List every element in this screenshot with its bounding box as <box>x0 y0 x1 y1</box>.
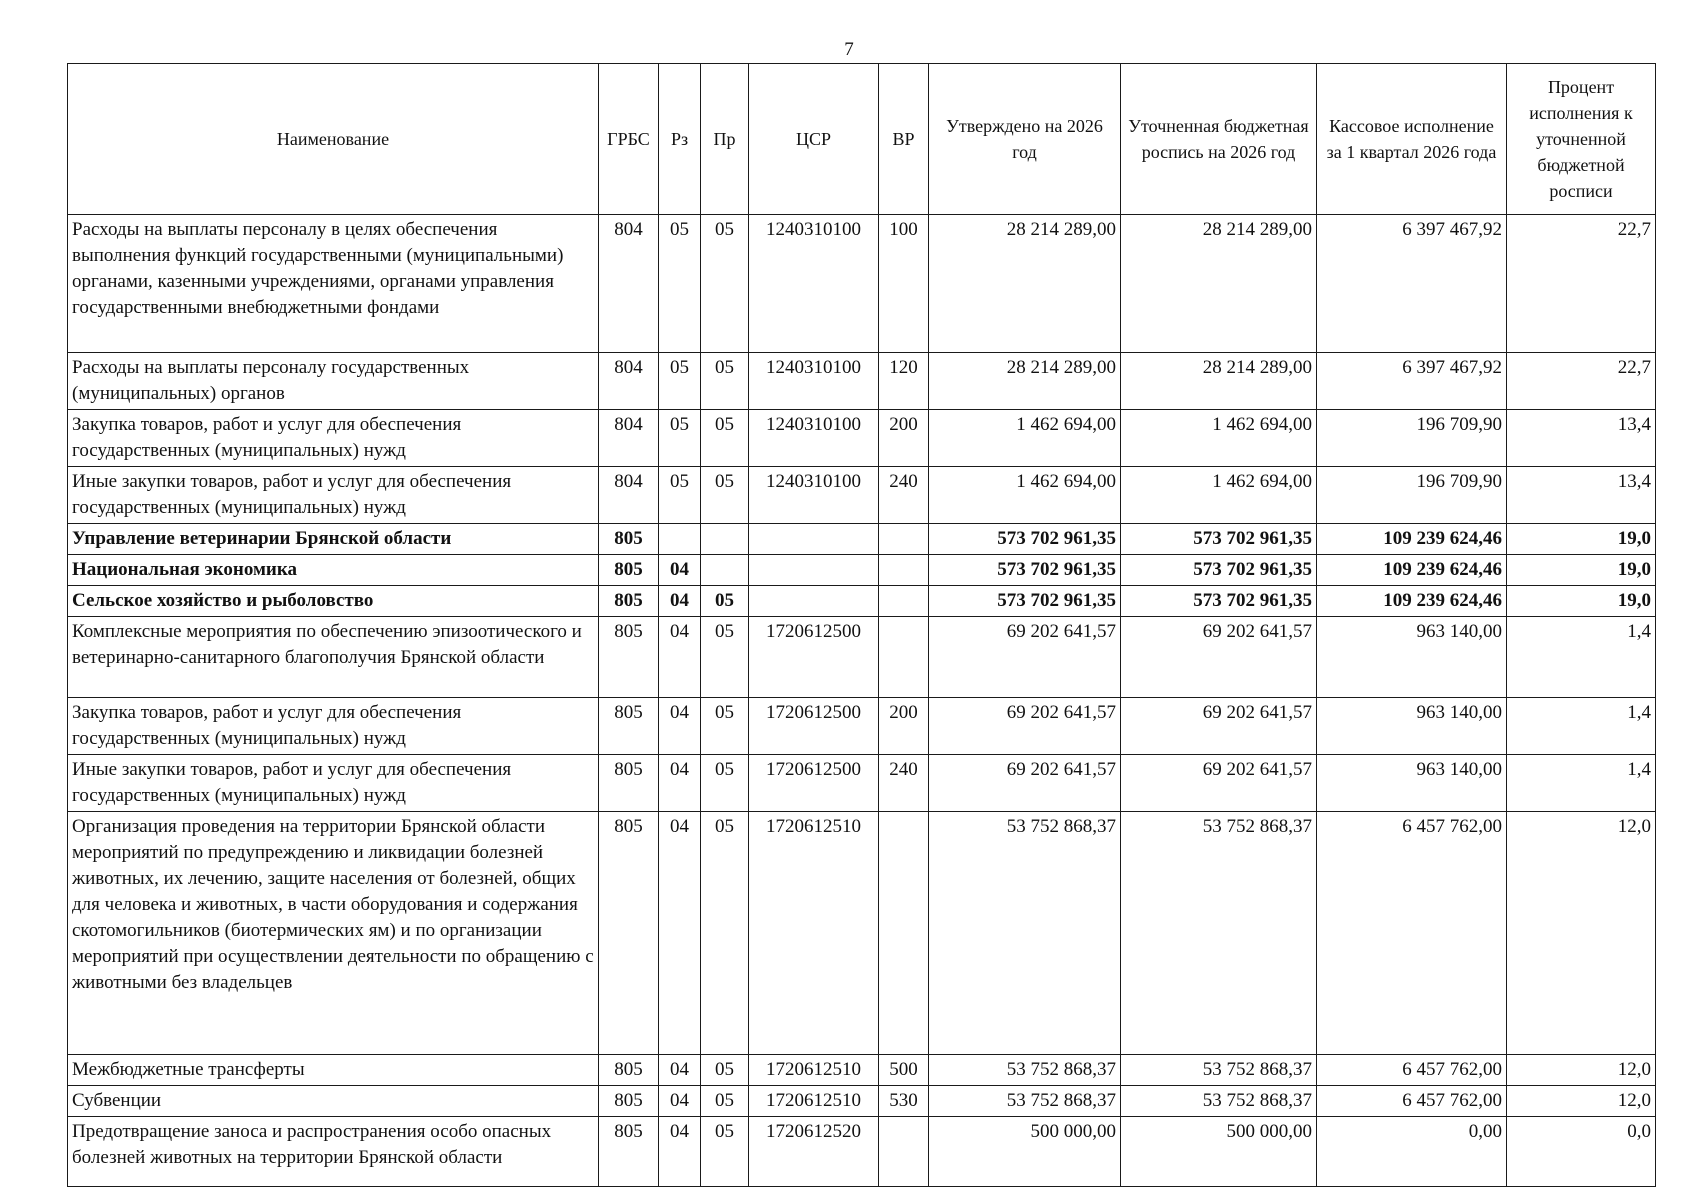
cell-percent: 19,0 <box>1507 524 1656 555</box>
cell-pr: 05 <box>701 812 749 1055</box>
cell-name: Сельское хозяйство и рыболовство <box>68 586 599 617</box>
table-row <box>68 1117 1656 1187</box>
header-approved: Утверждено на 2026 год <box>929 64 1121 215</box>
cell-grbs: 804 <box>599 353 659 410</box>
cell-refined: 53 752 868,37 <box>1121 1055 1317 1086</box>
cell-percent: 12,0 <box>1507 1086 1656 1117</box>
cell-approved: 573 702 961,35 <box>929 555 1121 586</box>
cell-approved: 69 202 641,57 <box>929 617 1121 698</box>
cell-name: Организация проведения на территории Брянской области мероприятий по предупреждению и ликвидации болезней животных, их лечению, защите населения от болезней, общих для человека и животных, в части оборудования и содержания скотомогильников (биотермических ям) и по организации мероприятий при осуществлении деятельности по обращению с животными без владельцев <box>68 812 599 1055</box>
cell-cash: 963 140,00 <box>1317 698 1507 755</box>
header-name: Наименование <box>68 64 599 215</box>
cell-grbs: 805 <box>599 1086 659 1117</box>
cell-refined: 53 752 868,37 <box>1121 1086 1317 1117</box>
cell-rz: 04 <box>659 617 701 698</box>
cell-vr: 200 <box>879 698 929 755</box>
cell-approved: 28 214 289,00 <box>929 353 1121 410</box>
cell-csr: 1720612500 <box>749 698 879 755</box>
cell-pr: 05 <box>701 467 749 524</box>
cell-refined: 500 000,00 <box>1121 1117 1317 1187</box>
cell-csr: 1720612500 <box>749 617 879 698</box>
cell-pr <box>701 524 749 555</box>
table-row <box>68 410 1656 467</box>
cell-name: Субвенции <box>68 1086 599 1117</box>
table-row <box>68 617 1656 698</box>
cell-csr: 1720612510 <box>749 1086 879 1117</box>
cell-approved: 1 462 694,00 <box>929 410 1121 467</box>
cell-percent: 1,4 <box>1507 755 1656 812</box>
cell-name: Предотвращение заноса и распространения особо опасных болезней животных на территории Брянской области <box>68 1117 599 1187</box>
cell-rz: 04 <box>659 1117 701 1187</box>
cell-cash: 0,00 <box>1317 1117 1507 1187</box>
cell-refined: 573 702 961,35 <box>1121 524 1317 555</box>
cell-approved: 500 000,00 <box>929 1117 1121 1187</box>
page-number: 7 <box>844 39 854 60</box>
cell-grbs: 805 <box>599 586 659 617</box>
cell-percent: 12,0 <box>1507 812 1656 1055</box>
cell-name: Закупка товаров, работ и услуг для обеспечения государственных (муниципальных) нужд <box>68 698 599 755</box>
header-cash: Кассовое исполнение за 1 квартал 2026 года <box>1317 64 1507 215</box>
cell-percent: 1,4 <box>1507 698 1656 755</box>
cell-rz: 04 <box>659 812 701 1055</box>
cell-rz: 04 <box>659 698 701 755</box>
cell-csr: 1240310100 <box>749 467 879 524</box>
cell-refined: 69 202 641,57 <box>1121 755 1317 812</box>
cell-pr: 05 <box>701 586 749 617</box>
cell-percent: 12,0 <box>1507 1055 1656 1086</box>
cell-percent: 19,0 <box>1507 555 1656 586</box>
cell-vr <box>879 524 929 555</box>
cell-grbs: 805 <box>599 617 659 698</box>
cell-cash: 963 140,00 <box>1317 755 1507 812</box>
cell-rz: 05 <box>659 410 701 467</box>
table-row <box>68 524 1656 555</box>
cell-vr: 100 <box>879 215 929 353</box>
table-header-row <box>68 64 1656 215</box>
table-row <box>68 812 1656 1055</box>
table-row <box>68 586 1656 617</box>
cell-cash: 6 457 762,00 <box>1317 812 1507 1055</box>
table-row <box>68 755 1656 812</box>
cell-csr <box>749 555 879 586</box>
cell-cash: 196 709,90 <box>1317 467 1507 524</box>
cell-cash: 6 397 467,92 <box>1317 215 1507 353</box>
cell-vr: 240 <box>879 755 929 812</box>
header-csr: ЦСР <box>749 64 879 215</box>
cell-vr <box>879 617 929 698</box>
cell-csr: 1720612510 <box>749 1055 879 1086</box>
cell-percent: 1,4 <box>1507 617 1656 698</box>
cell-refined: 1 462 694,00 <box>1121 467 1317 524</box>
cell-percent: 22,7 <box>1507 353 1656 410</box>
cell-cash: 109 239 624,46 <box>1317 555 1507 586</box>
cell-approved: 69 202 641,57 <box>929 755 1121 812</box>
cell-approved: 573 702 961,35 <box>929 524 1121 555</box>
table-row <box>68 555 1656 586</box>
cell-csr: 1240310100 <box>749 353 879 410</box>
cell-vr <box>879 812 929 1055</box>
cell-cash: 6 457 762,00 <box>1317 1055 1507 1086</box>
cell-approved: 1 462 694,00 <box>929 467 1121 524</box>
cell-csr: 1720612510 <box>749 812 879 1055</box>
budget-table <box>67 63 1656 1187</box>
header-grbs: ГРБС <box>599 64 659 215</box>
cell-csr <box>749 524 879 555</box>
table-row <box>68 1086 1656 1117</box>
cell-rz: 05 <box>659 467 701 524</box>
cell-pr: 05 <box>701 617 749 698</box>
cell-grbs: 805 <box>599 698 659 755</box>
cell-name: Комплексные мероприятия по обеспечению эпизоотического и ветеринарно-санитарного благополучия Брянской области <box>68 617 599 698</box>
cell-rz: 04 <box>659 555 701 586</box>
cell-name: Управление ветеринарии Брянской области <box>68 524 599 555</box>
cell-percent: 13,4 <box>1507 410 1656 467</box>
cell-refined: 69 202 641,57 <box>1121 617 1317 698</box>
cell-csr <box>749 586 879 617</box>
cell-vr: 500 <box>879 1055 929 1086</box>
cell-percent: 19,0 <box>1507 586 1656 617</box>
cell-name: Национальная экономика <box>68 555 599 586</box>
cell-rz: 04 <box>659 755 701 812</box>
cell-percent: 0,0 <box>1507 1117 1656 1187</box>
cell-vr <box>879 586 929 617</box>
cell-name: Расходы на выплаты персоналу государственных (муниципальных) органов <box>68 353 599 410</box>
header-pr: Пр <box>701 64 749 215</box>
cell-grbs: 805 <box>599 524 659 555</box>
cell-approved: 573 702 961,35 <box>929 586 1121 617</box>
cell-grbs: 804 <box>599 410 659 467</box>
header-vr: ВР <box>879 64 929 215</box>
cell-grbs: 805 <box>599 755 659 812</box>
cell-grbs: 805 <box>599 812 659 1055</box>
cell-name: Закупка товаров, работ и услуг для обеспечения государственных (муниципальных) нужд <box>68 410 599 467</box>
cell-approved: 69 202 641,57 <box>929 698 1121 755</box>
cell-percent: 13,4 <box>1507 467 1656 524</box>
cell-rz: 04 <box>659 586 701 617</box>
cell-cash: 6 397 467,92 <box>1317 353 1507 410</box>
cell-refined: 28 214 289,00 <box>1121 215 1317 353</box>
cell-cash: 6 457 762,00 <box>1317 1086 1507 1117</box>
cell-pr: 05 <box>701 1086 749 1117</box>
cell-rz: 05 <box>659 215 701 353</box>
cell-csr: 1240310100 <box>749 410 879 467</box>
cell-approved: 53 752 868,37 <box>929 1055 1121 1086</box>
cell-cash: 109 239 624,46 <box>1317 524 1507 555</box>
cell-rz: 05 <box>659 353 701 410</box>
cell-refined: 69 202 641,57 <box>1121 698 1317 755</box>
cell-grbs: 805 <box>599 1055 659 1086</box>
cell-vr <box>879 1117 929 1187</box>
table-row <box>68 215 1656 353</box>
cell-csr: 1720612500 <box>749 755 879 812</box>
table-row <box>68 698 1656 755</box>
cell-vr <box>879 555 929 586</box>
cell-cash: 196 709,90 <box>1317 410 1507 467</box>
cell-grbs: 804 <box>599 215 659 353</box>
cell-pr: 05 <box>701 698 749 755</box>
cell-refined: 28 214 289,00 <box>1121 353 1317 410</box>
cell-percent: 22,7 <box>1507 215 1656 353</box>
cell-approved: 53 752 868,37 <box>929 1086 1121 1117</box>
cell-vr: 120 <box>879 353 929 410</box>
cell-grbs: 804 <box>599 467 659 524</box>
header-percent: Процент исполнения к уточненной бюджетной росписи <box>1507 64 1656 215</box>
table-row <box>68 1055 1656 1086</box>
cell-pr: 05 <box>701 215 749 353</box>
cell-pr: 05 <box>701 410 749 467</box>
header-rz: Рз <box>659 64 701 215</box>
cell-vr: 530 <box>879 1086 929 1117</box>
cell-name: Межбюджетные трансферты <box>68 1055 599 1086</box>
cell-grbs: 805 <box>599 1117 659 1187</box>
cell-refined: 53 752 868,37 <box>1121 812 1317 1055</box>
cell-cash: 109 239 624,46 <box>1317 586 1507 617</box>
header-refined: Уточненная бюджетная роспись на 2026 год <box>1121 64 1317 215</box>
cell-pr <box>701 555 749 586</box>
cell-vr: 240 <box>879 467 929 524</box>
cell-pr: 05 <box>701 1117 749 1187</box>
cell-name: Иные закупки товаров, работ и услуг для обеспечения государственных (муниципальных) нужд <box>68 467 599 524</box>
table-row <box>68 467 1656 524</box>
table-row <box>68 353 1656 410</box>
cell-approved: 53 752 868,37 <box>929 812 1121 1055</box>
cell-pr: 05 <box>701 755 749 812</box>
cell-refined: 573 702 961,35 <box>1121 586 1317 617</box>
cell-rz <box>659 524 701 555</box>
cell-pr: 05 <box>701 1055 749 1086</box>
cell-csr: 1720612520 <box>749 1117 879 1187</box>
cell-refined: 573 702 961,35 <box>1121 555 1317 586</box>
cell-pr: 05 <box>701 353 749 410</box>
cell-refined: 1 462 694,00 <box>1121 410 1317 467</box>
cell-grbs: 805 <box>599 555 659 586</box>
cell-name: Иные закупки товаров, работ и услуг для обеспечения государственных (муниципальных) нужд <box>68 755 599 812</box>
cell-approved: 28 214 289,00 <box>929 215 1121 353</box>
cell-rz: 04 <box>659 1055 701 1086</box>
cell-cash: 963 140,00 <box>1317 617 1507 698</box>
cell-name: Расходы на выплаты персоналу в целях обеспечения выполнения функций государственными (муниципальными) органами, казенными учреждениями, органами управления государственными внебюджетными фондами <box>68 215 599 353</box>
cell-rz: 04 <box>659 1086 701 1117</box>
cell-vr: 200 <box>879 410 929 467</box>
cell-csr: 1240310100 <box>749 215 879 353</box>
